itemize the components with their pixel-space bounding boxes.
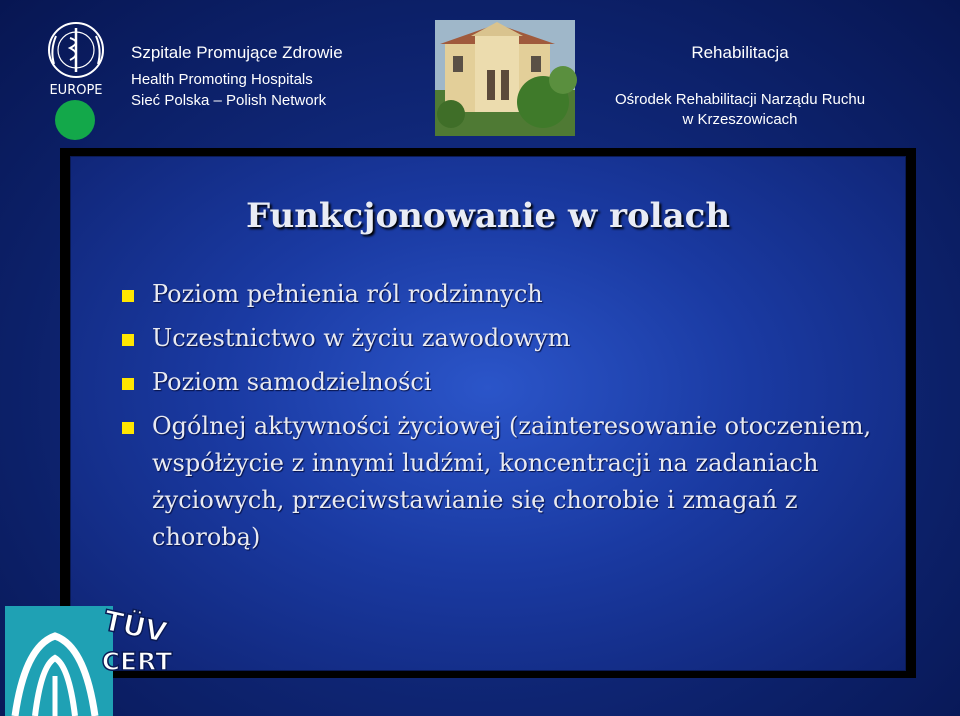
bullet-item — [122, 320, 892, 357]
bullet-list — [122, 276, 892, 563]
cert-text: CERT — [101, 647, 173, 676]
green-dot-icon — [55, 100, 95, 140]
bullet-text: Uczestnictwo w życiu zawodowym — [152, 324, 571, 352]
bullet-text: Poziom pełnienia ról rodzinnych — [152, 280, 543, 308]
square-bullet-icon — [122, 422, 134, 434]
network-subtitle-2: Sieć Polska – Polish Network — [131, 92, 327, 109]
header-right — [590, 42, 890, 130]
bullet-text: Ogólnej aktywności życiowej (zainteresowanie otoczeniem, współżycie z innymi ludźmi, koncentracji na zadaniach życiowych, przeciwstawianie się chorobie i zmagań z chorobą) — [152, 412, 872, 551]
logo-europe-text: EUROPE — [49, 83, 103, 98]
bullet-text: Poziom samodzielności — [152, 368, 432, 396]
square-bullet-icon — [122, 290, 134, 302]
slide-panel — [70, 156, 906, 671]
center-location: w Krzeszowicach — [682, 111, 798, 128]
network-subtitle: Health Promoting Hospitals — [131, 71, 313, 88]
header-left — [131, 42, 343, 111]
rehab-title: Rehabilitacja — [691, 43, 789, 62]
building-photo — [435, 20, 575, 136]
bullet-item — [122, 408, 892, 556]
network-title: Szpitale Promujące Zdrowie — [131, 43, 343, 62]
slide-title: Funkcjonowanie w rolach — [245, 196, 731, 236]
bullet-item — [122, 364, 892, 401]
center-name: Ośrodek Rehabilitacji Narządu Ruchu — [614, 91, 866, 108]
bullet-item — [122, 276, 892, 313]
square-bullet-icon — [122, 334, 134, 346]
tuv-cert-logo — [5, 603, 173, 716]
tuv-text: TÜV — [100, 603, 170, 650]
square-bullet-icon — [122, 378, 134, 390]
